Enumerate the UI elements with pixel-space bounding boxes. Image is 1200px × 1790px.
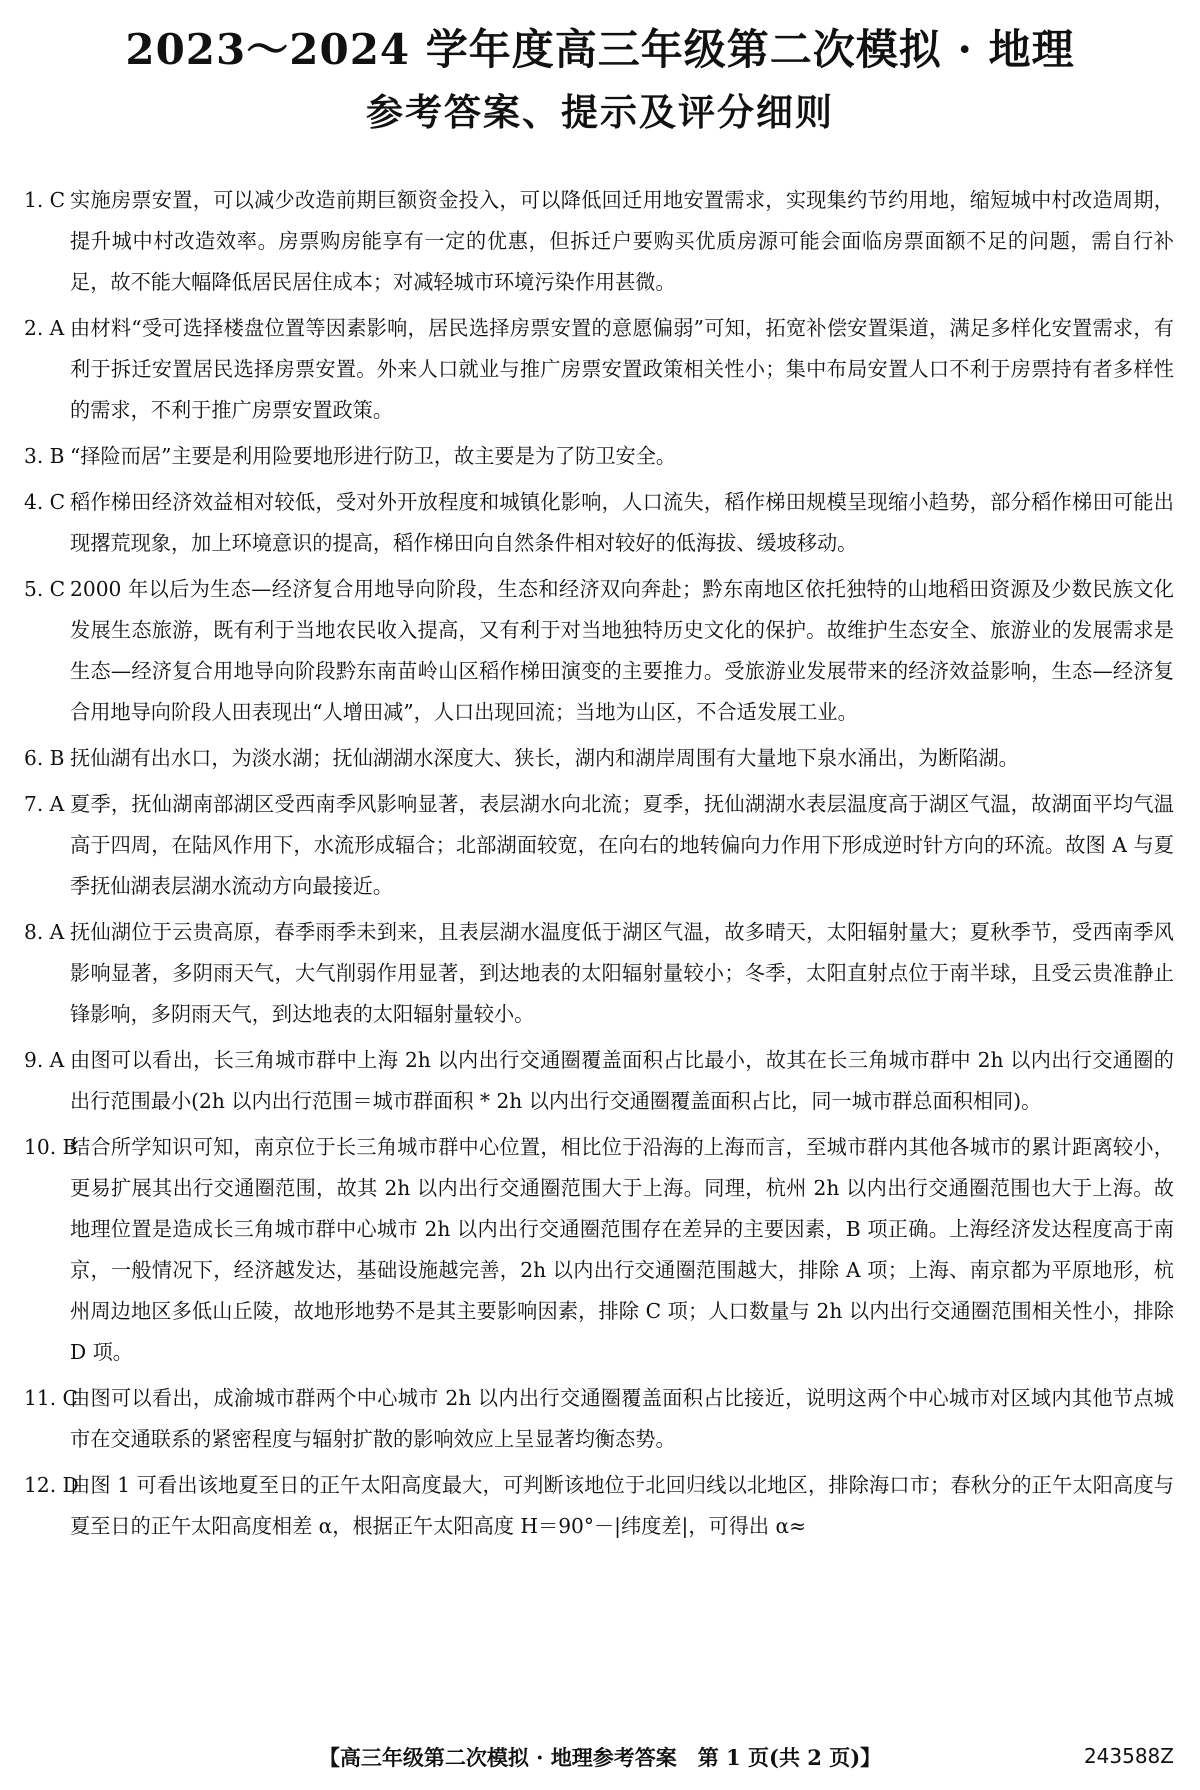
answer-explanation: 2000 年以后为生态—经济复合用地导向阶段，生态和经济双向奔赴；黔东南地区依托独特的山地稻田资源及少数民族文化发展生态旅游，既有利于当地农民收入提高，又有利于对当地独特历史文化的保护。故维护生态安全、旅游业的发展需求是生态—经济复合用地导向阶段黔东南苗岭山区稻作梯田演变的主要推力。受旅游业发展带来的经济效益影响，生态—经济复合用地导向阶段人田表现出“人增田减”，人口出现回流；当地为山区，不合适发展工业。 [70,577,1174,724]
answer-explanation: 实施房票安置，可以减少改造前期巨额资金投入，可以降低回迁用地安置需求，实现集约节约用地，缩短城中村改造周期，提升城中村改造效率。房票购房能享有一定的优惠，但拆迁户要购买优质房源可能会面临房票面额不足的问题，需自行补足，故不能大幅降低居民居住成本；对减轻城市环境污染作用甚微。 [70,188,1174,294]
answer-explanation: 由图 1 可看出该地夏至日的正午太阳高度最大，可判断该地位于北回归线以北地区，排除海口市；春秋分的正午太阳高度与夏至日的正午太阳高度相差 α，根据正午太阳高度 H＝90°－|纬度差|，可得出 α≈ [70,1473,1174,1538]
answer-list [24,180,1174,1552]
answer-number: 7. A [24,792,65,816]
page-title: 2023～2024 学年度高三年级第二次模拟 · 地理 [125,25,1075,74]
page-footer [0,1742,1200,1772]
answer-item-9 [24,1040,1174,1122]
answer-explanation: “择险而居”主要是利用险要地形进行防卫，故主要是为了防卫安全。 [70,444,677,468]
answer-number: 8. A [24,920,65,944]
answer-number: 12. D [24,1473,79,1497]
answer-number: 3. B [24,444,65,468]
answer-item-4 [24,482,1174,564]
answer-item-12 [24,1465,1174,1547]
answer-explanation: 稻作梯田经济效益相对较低，受对外开放程度和城镇化影响，人口流失，稻作梯田规模呈现缩小趋势，部分稻作梯田可能出现撂荒现象，加上环境意识的提高，稻作梯田向自然条件相对较好的低海拔、缓坡移动。 [70,490,1174,555]
answer-item-10 [24,1127,1174,1373]
answer-explanation: 由材料“受可选择楼盘位置等因素影响，居民选择房票安置的意愿偏弱”可知，拓宽补偿安置渠道，满足多样化安置需求，有利于拆迁安置居民选择房票安置。外来人口就业与推广房票安置政策相关性小；集中布局安置人口不利于房票持有者多样性的需求，不利于推广房票安置政策。 [70,316,1174,422]
footer-document-code: 243588Z [1083,1744,1174,1768]
answer-item-2 [24,308,1174,431]
answer-explanation: 由图可以看出，成渝城市群两个中心城市 2h 以内出行交通圈覆盖面积占比接近，说明这两个中心城市对区域内其他节点城市在交通联系的紧密程度与辐射扩散的影响效应上呈显著均衡态势。 [70,1386,1174,1451]
page-subtitle: 参考答案、提示及评分细则 [366,90,834,134]
answer-item-11 [24,1378,1174,1460]
answer-explanation: 抚仙湖位于云贵高原，春季雨季未到来，且表层湖水温度低于湖区气温，故多晴天，太阳辐射量大；夏秋季节，受西南季风影响显著，多阴雨天气，大气削弱作用显著，到达地表的太阳辐射量较小；冬季，太阳直射点位于南半球，且受云贵准静止锋影响，多阴雨天气，到达地表的太阳辐射量较小。 [70,920,1174,1026]
answer-explanation: 由图可以看出，长三角城市群中上海 2h 以内出行交通圈覆盖面积占比最小，故其在长三角城市群中 2h 以内出行交通圈的出行范围最小(2h 以内出行范围＝城市群面积 * 2h 以内出行交通圈覆盖面积占比，同一城市群总面积相同)。 [70,1048,1174,1113]
answer-number: 4. C [24,490,66,514]
answer-item-7 [24,784,1174,907]
answer-number: 11. C [24,1386,78,1410]
answer-explanation: 结合所学知识可知，南京位于长三角城市群中心位置，相比位于沿海的上海而言，至城市群内其他各城市的累计距离较小，更易扩展其出行交通圈范围，故其 2h 以内出行交通圈范围大于上海。同理，杭州 2h 以内出行交通圈范围也大于上海。故地理位置是造成长三角城市群中心城市 2h 以内出行交通圈范围存在差异的主要因素，B 项正确。上海经济发达程度高于南京，一般情况下，经济越发达，基础设施越完善，2h 以内出行交通圈范围越大，排除 A 项；上海、南京都为平原地形，杭州周边地区多低山丘陵，故地形地势不是其主要影响因素，排除 C 项；人口数量与 2h 以内出行交通圈范围相关性小，排除 D 项。 [70,1135,1174,1364]
answer-item-5 [24,569,1174,733]
answer-item-8 [24,912,1174,1035]
answer-number: 10. B [24,1135,78,1159]
answer-number: 6. B [24,746,65,770]
answer-number: 5. C [24,577,66,601]
answer-item-1 [24,180,1174,303]
answer-number: 2. A [24,316,65,340]
answer-item-6 [24,738,1174,779]
answer-number: 9. A [24,1048,65,1072]
answer-item-3 [24,436,1174,477]
answer-number: 1. C [24,188,66,212]
answer-explanation: 夏季，抚仙湖南部湖区受西南季风影响显著，表层湖水向北流；夏季，抚仙湖湖水表层温度高于湖区气温，故湖面平均气温高于四周，在陆风作用下，水流形成辐合；北部湖面较宽，在向右的地转偏向力作用下形成逆时针方向的环流。故图 A 与夏季抚仙湖表层湖水流动方向最接近。 [70,792,1174,898]
footer-page-info: 【高三年级第二次模拟 · 地理参考答案 第 1 页(共 2 页)】 [318,1745,882,1770]
answer-explanation: 抚仙湖有出水口，为淡水湖；抚仙湖湖水深度大、狭长，湖内和湖岸周围有大量地下泉水涌出，为断陷湖。 [70,746,1019,770]
